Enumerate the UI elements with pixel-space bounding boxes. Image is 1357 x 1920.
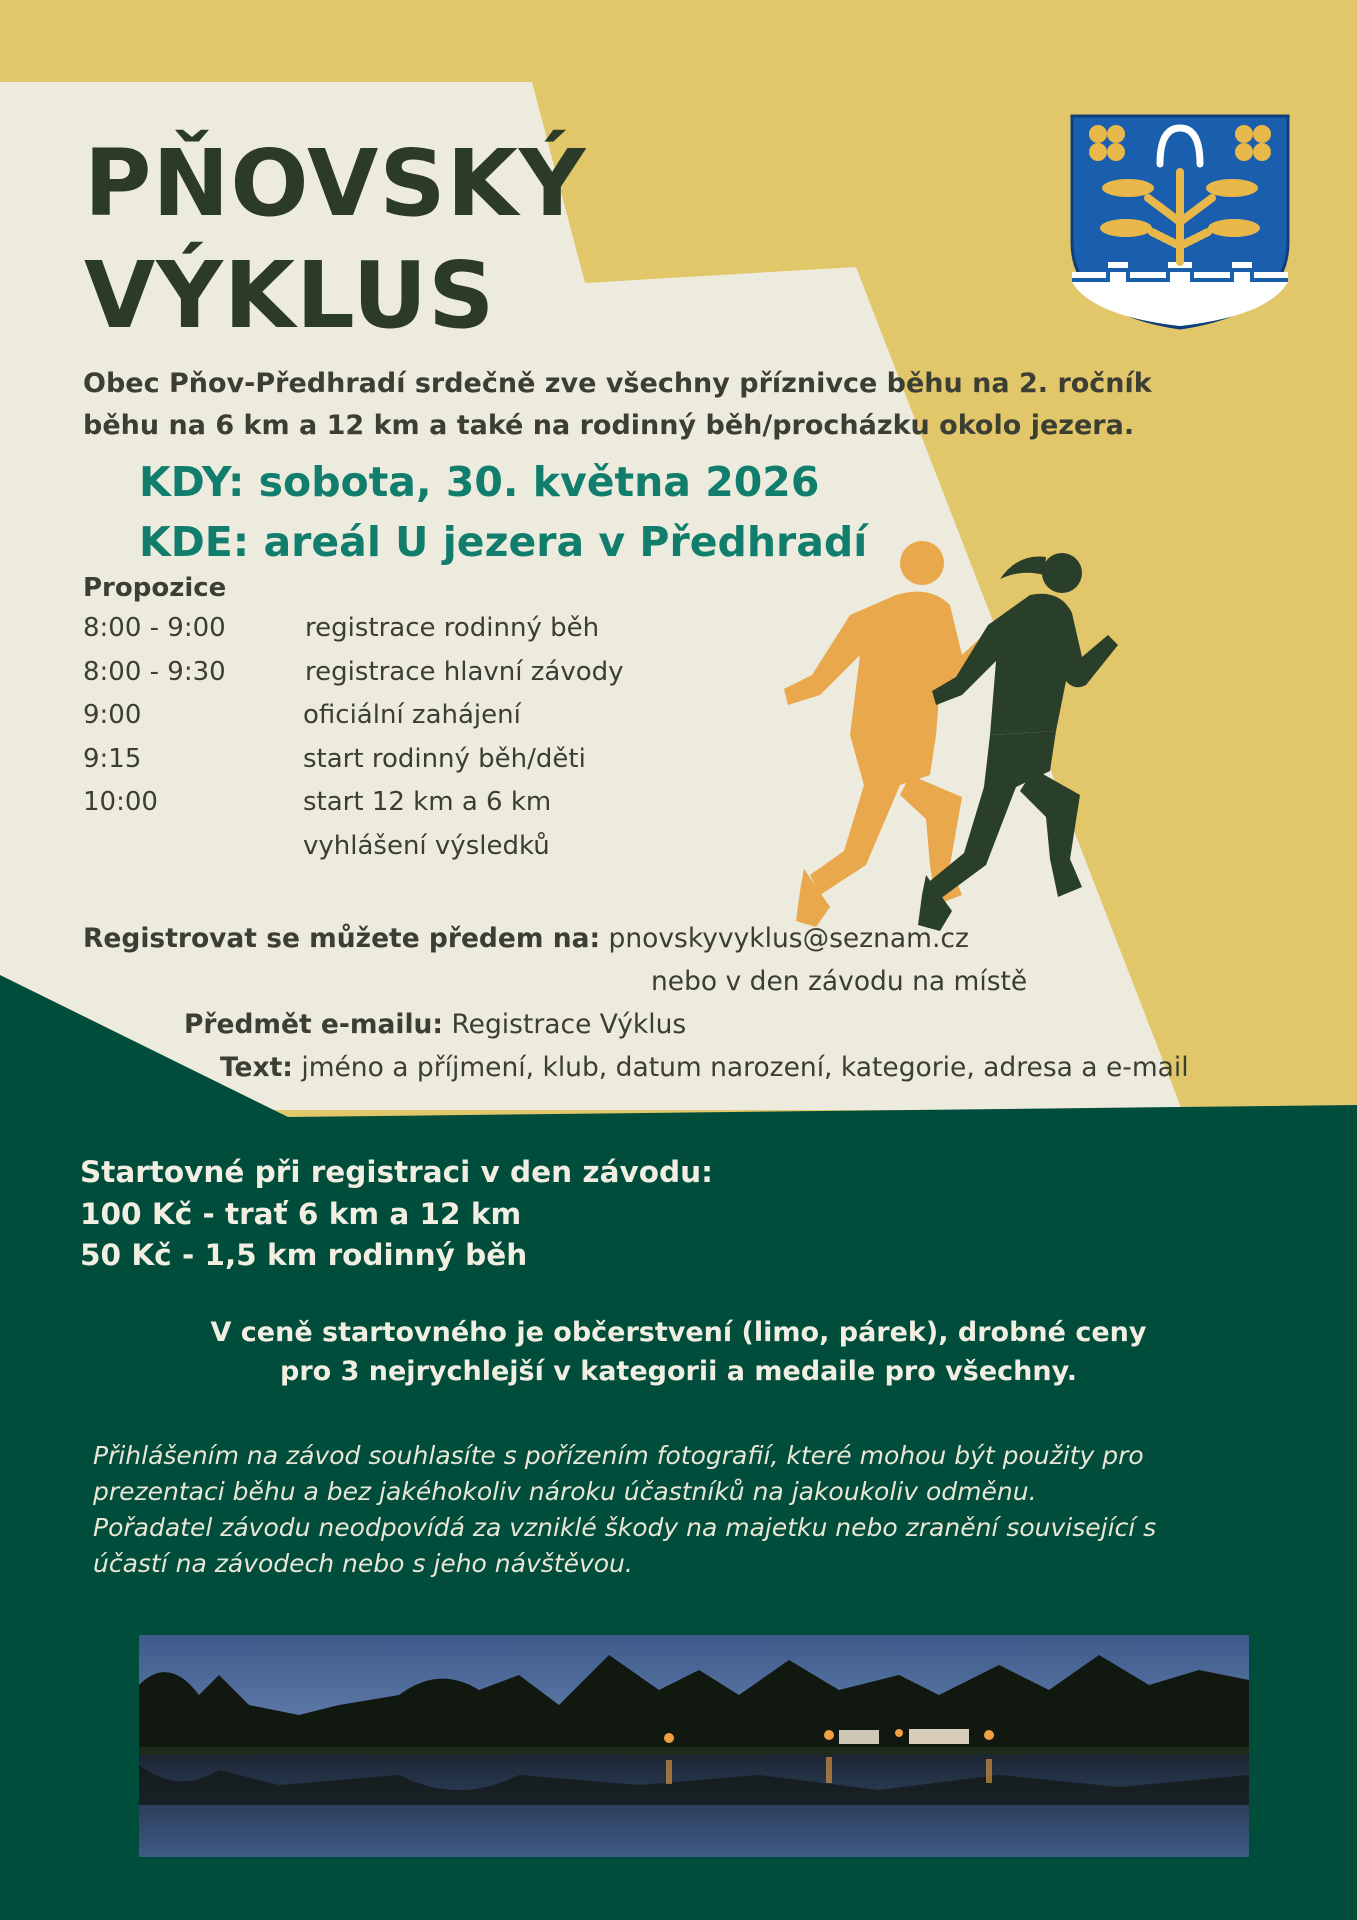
schedule-event: oficiální zahájení xyxy=(303,700,521,730)
fee-line-1: 100 Kč - trať 6 km a 12 km xyxy=(80,1197,522,1231)
lake-evening-photo xyxy=(139,1635,1249,1857)
registration-line xyxy=(83,923,969,954)
disclaimer-text xyxy=(93,1438,1293,1582)
schedule-row xyxy=(83,613,783,657)
schedule-list xyxy=(83,613,783,874)
event-date: KDY: sobota, 30. května 2026 xyxy=(139,458,820,506)
included-line-1: V ceně startovného je občerstvení (limo, párek), drobné ceny xyxy=(210,1317,1147,1348)
registration-alt: nebo v den závodu na místě xyxy=(651,966,1028,997)
email-text-value: jméno a příjmení, klub, datum narození, kategorie, adresa a e-mail xyxy=(301,1052,1189,1083)
disclaimer-line-1: Přihlášením na závod souhlasíte s pořízením fotografií, které mohou být použity pro xyxy=(93,1441,1144,1470)
email-subject-label: Předmět e-mailu: xyxy=(184,1009,444,1040)
title-line-2: VÝKLUS xyxy=(84,242,496,349)
schedule-heading: Propozice xyxy=(83,573,227,603)
included-text xyxy=(0,1313,1357,1391)
fee-line-2: 50 Kč - 1,5 km rodinný běh xyxy=(80,1238,528,1272)
schedule-event: registrace rodinný běh xyxy=(305,613,600,643)
included-line-2: pro 3 nejrychlejší v kategorii a medaile pro všechny. xyxy=(280,1356,1077,1387)
schedule-row xyxy=(83,700,783,744)
registration-email[interactable]: pnovskyvyklus@seznam.cz xyxy=(608,923,969,954)
email-subject-line xyxy=(184,1009,686,1040)
schedule-event: start 12 km a 6 km xyxy=(303,787,552,817)
schedule-row xyxy=(83,657,783,701)
schedule-time: 8:00 - 9:00 xyxy=(83,613,226,643)
schedule-event: registrace hlavní závody xyxy=(305,656,624,687)
schedule-row xyxy=(83,744,783,788)
schedule-row xyxy=(83,787,783,831)
fees-heading: Startovné při registraci v den závodu: xyxy=(80,1155,713,1189)
disclaimer-line-2: prezentaci běhu a bez jakéhokoliv nároku účastníků na jakoukoliv odměnu. xyxy=(93,1477,1037,1506)
schedule-row xyxy=(83,831,783,875)
schedule-time: 10:00 xyxy=(83,787,158,817)
disclaimer-line-4: účastí na závodech nebo s jeho návštěvou. xyxy=(93,1549,633,1578)
schedule-time: 8:00 - 9:30 xyxy=(83,656,226,687)
event-location: KDE: areál U jezera v Předhradí xyxy=(139,518,868,566)
registration-label: Registrovat se můžete předem na: xyxy=(83,923,601,954)
email-text-label: Text: xyxy=(220,1052,293,1083)
poster-title xyxy=(84,128,587,352)
schedule-time: 9:15 xyxy=(83,743,142,774)
title-line-1: PŇOVSKÝ xyxy=(84,130,587,237)
intro-line-1: Obec Pňov-Předhradí srdečně zve všechny příznivce běhu na 2. ročník xyxy=(83,368,1152,399)
schedule-event: start rodinný běh/děti xyxy=(303,743,586,774)
intro-text xyxy=(83,363,1313,447)
email-subject-value: Registrace Výklus xyxy=(451,1009,687,1040)
schedule-event: vyhlášení výsledků xyxy=(303,830,550,861)
schedule-time: 9:00 xyxy=(83,700,142,730)
municipal-coat-of-arms-icon xyxy=(1068,112,1292,332)
intro-line-2: běhu na 6 km a 12 km a také na rodinný běh/procházku okolo jezera. xyxy=(83,410,1135,441)
disclaimer-line-3: Pořadatel závodu neodpovídá za vzniklé škody na majetku nebo zranění související s xyxy=(93,1513,1157,1542)
email-text-line xyxy=(220,1052,1189,1083)
